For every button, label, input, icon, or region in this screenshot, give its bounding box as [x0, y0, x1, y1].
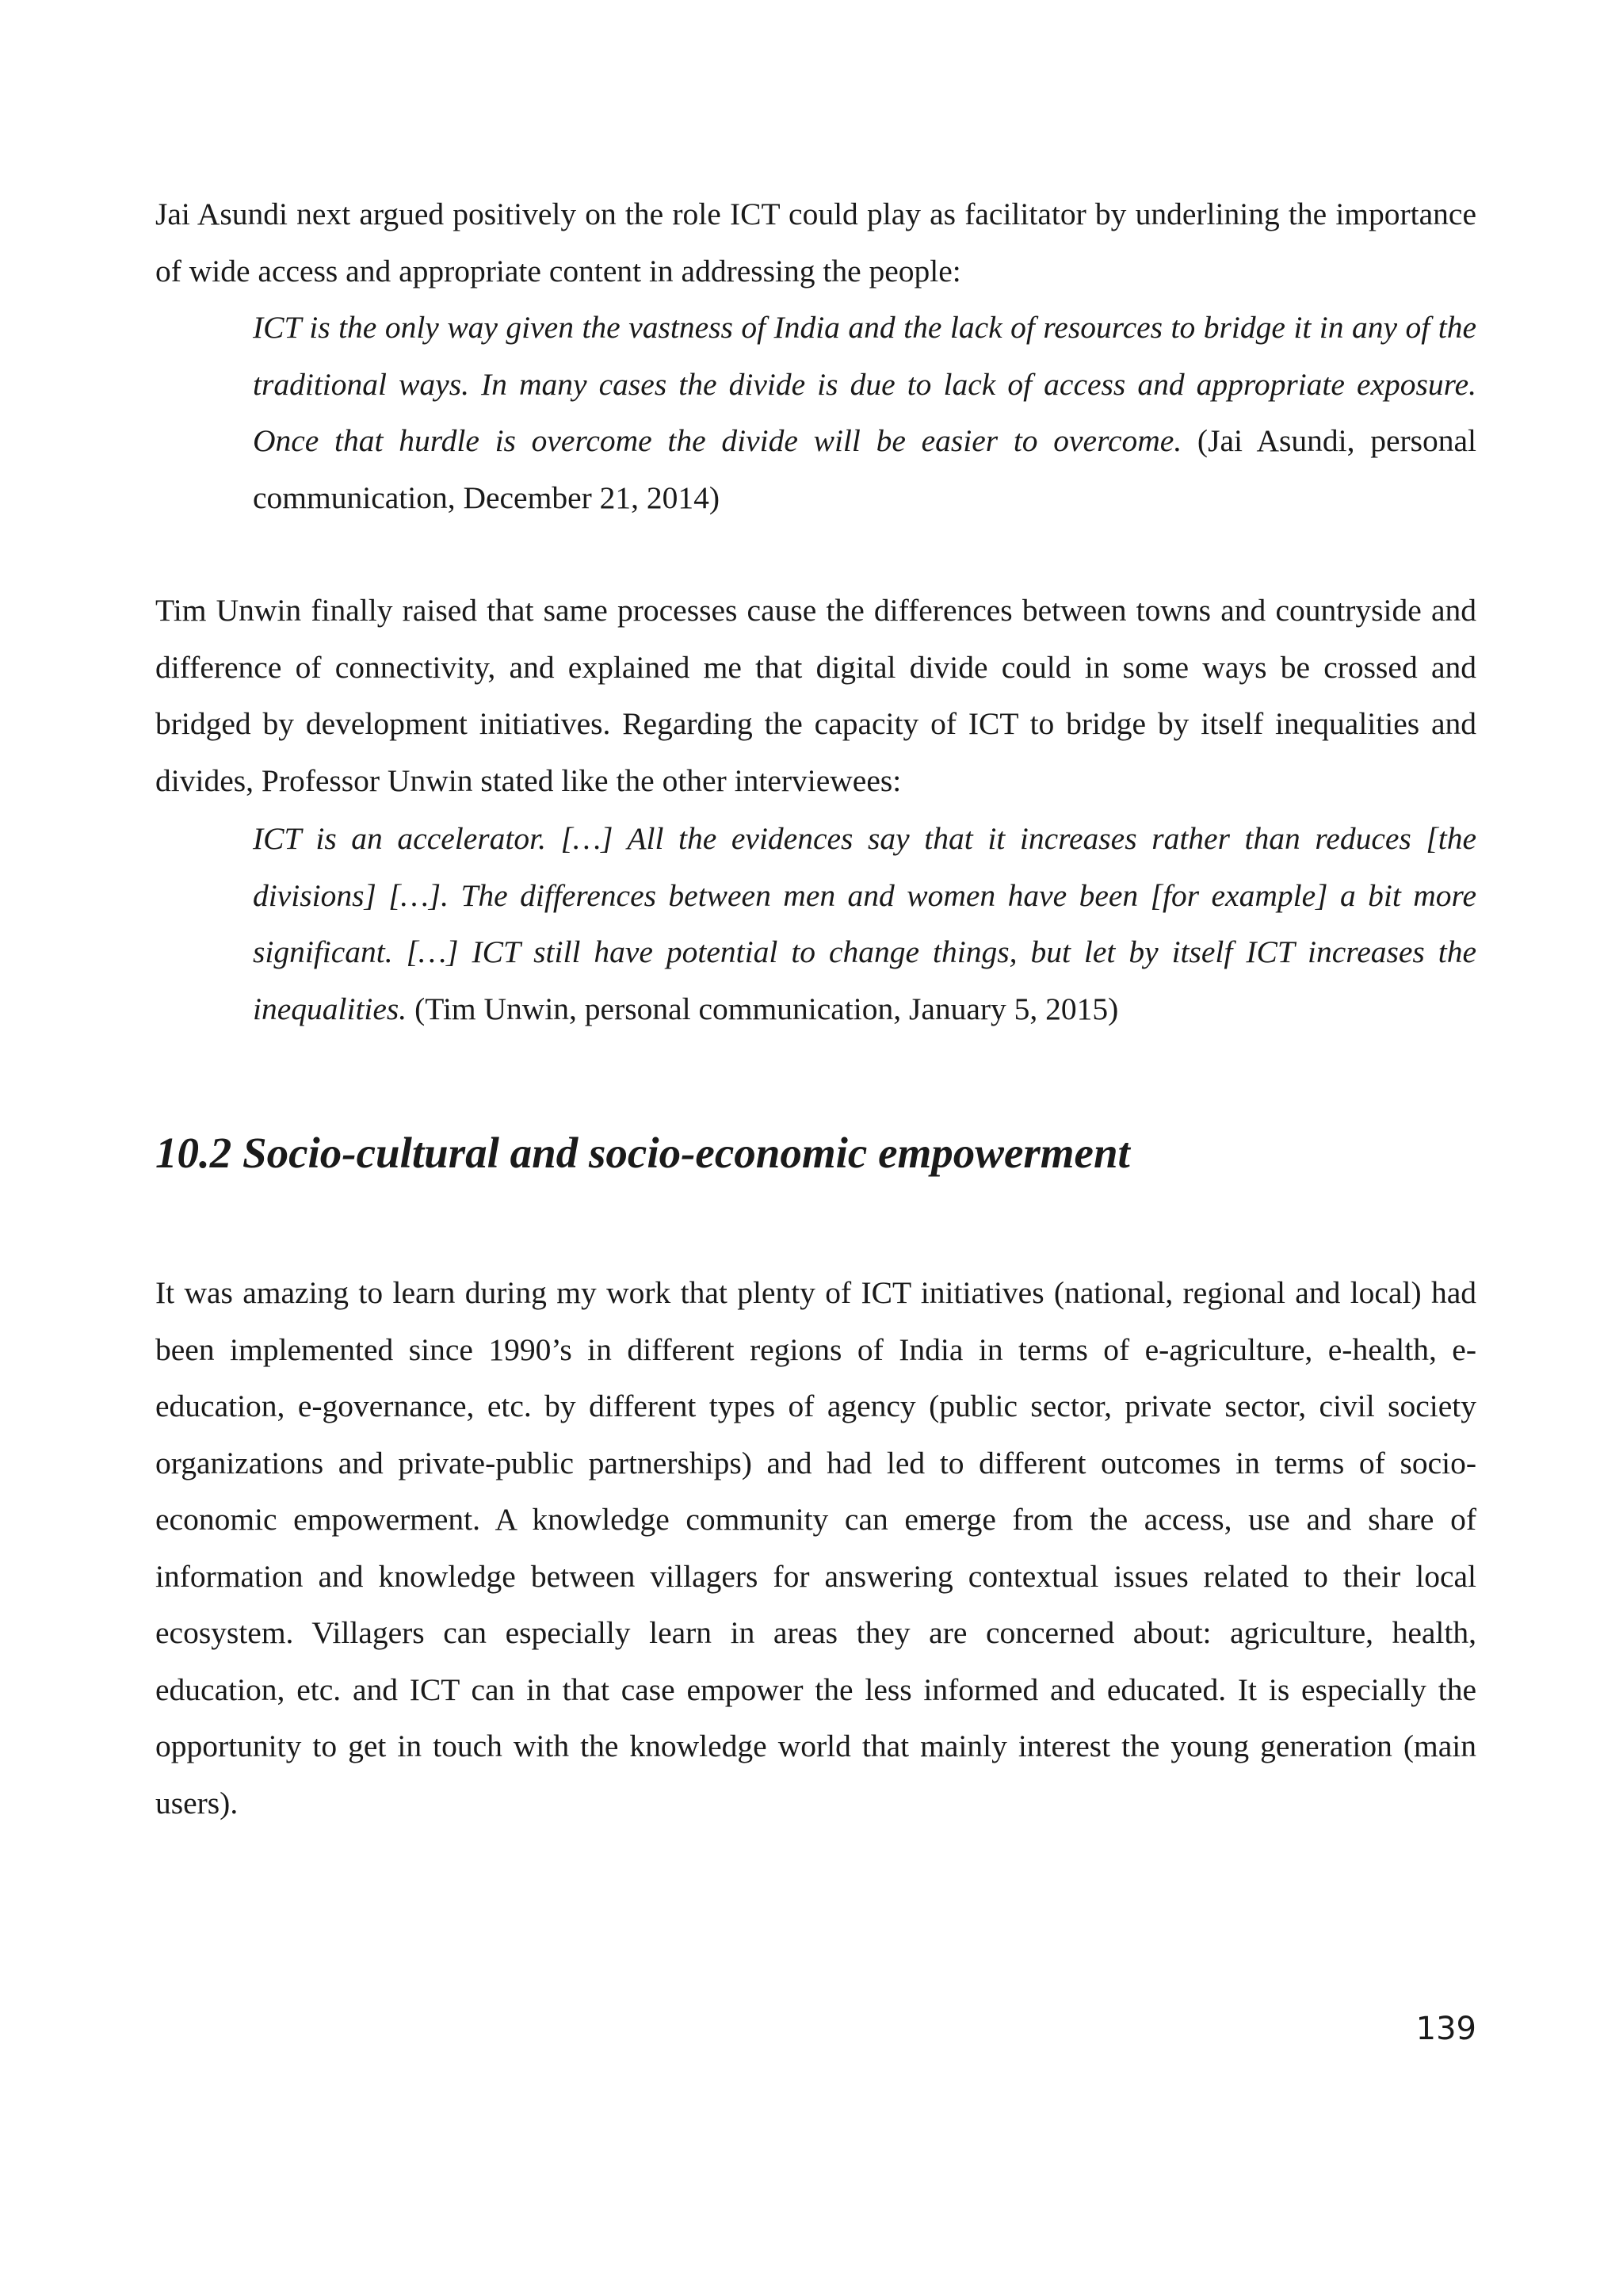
quote-tim-unwin-text: ICT is an accelerator. […] All the evidences say that it increases rather than reduces [the divisions] […]. The differences between men and women have been [for example] a bit more significant. […] ICT still have potential to change things, but let by itself ICT increases the inequalities.	[253, 821, 1476, 1026]
quote-tim-unwin	[253, 811, 1476, 1037]
quote-tim-unwin-citation: (Tim Unwin, personal communication, January 5, 2015)	[414, 991, 1119, 1026]
page-number: 139	[1415, 2011, 1476, 2047]
paragraph-tim-unwin-intro: Tim Unwin finally raised that same processes cause the differences between towns and countryside and difference of connectivity, and explained me that digital divide could in some ways be crossed and bridged by development initiatives. Regarding the capacity of ICT to bridge by itself inequalities and divides, Professor Unwin stated like the other interviewees:	[155, 593, 1476, 798]
quote-jai-asundi	[253, 300, 1476, 526]
quote-jai-asundi-text: ICT is the only way given the vastness of India and the lack of resources to bridge it in any of the traditional ways. In many cases the divide is due to lack of access and appropriate exposure. Once that hurdle is overcome the divide will be easier to overcome.	[253, 310, 1476, 458]
paragraph-empowerment: It was amazing to learn during my work that plenty of ICT initiatives (national, regional and local) had been implemented since 1990’s in different regions of India in terms of e-agriculture, e-health, e-education, e-governance, etc. by different types of agency (public sector, private sector, civil society organizations and private-public partnerships) and had led to different outcomes in terms of socio-economic empowerment. A knowledge community can emerge from the access, use and share of information and knowledge between villagers for answering contextual issues related to their local ecosystem. Villagers can especially learn in areas they are concerned about: agriculture, health, education, etc. and ICT can in that case empower the less informed and educated. It is especially the opportunity to get in touch with the knowledge world that mainly interest the young generation (main users).	[155, 1275, 1476, 1820]
quote-jai-asundi-citation: (Jai Asundi, personal communication, December 21, 2014)	[253, 423, 1477, 515]
paragraph-jai-asundi-intro: Jai Asundi next argued positively on the role ICT could play as facilitator by underlining the importance of wide access and appropriate content in addressing the people:	[155, 197, 1476, 288]
section-heading: 10.2 Socio-cultural and socio-economic empowerment	[155, 1129, 1130, 1177]
